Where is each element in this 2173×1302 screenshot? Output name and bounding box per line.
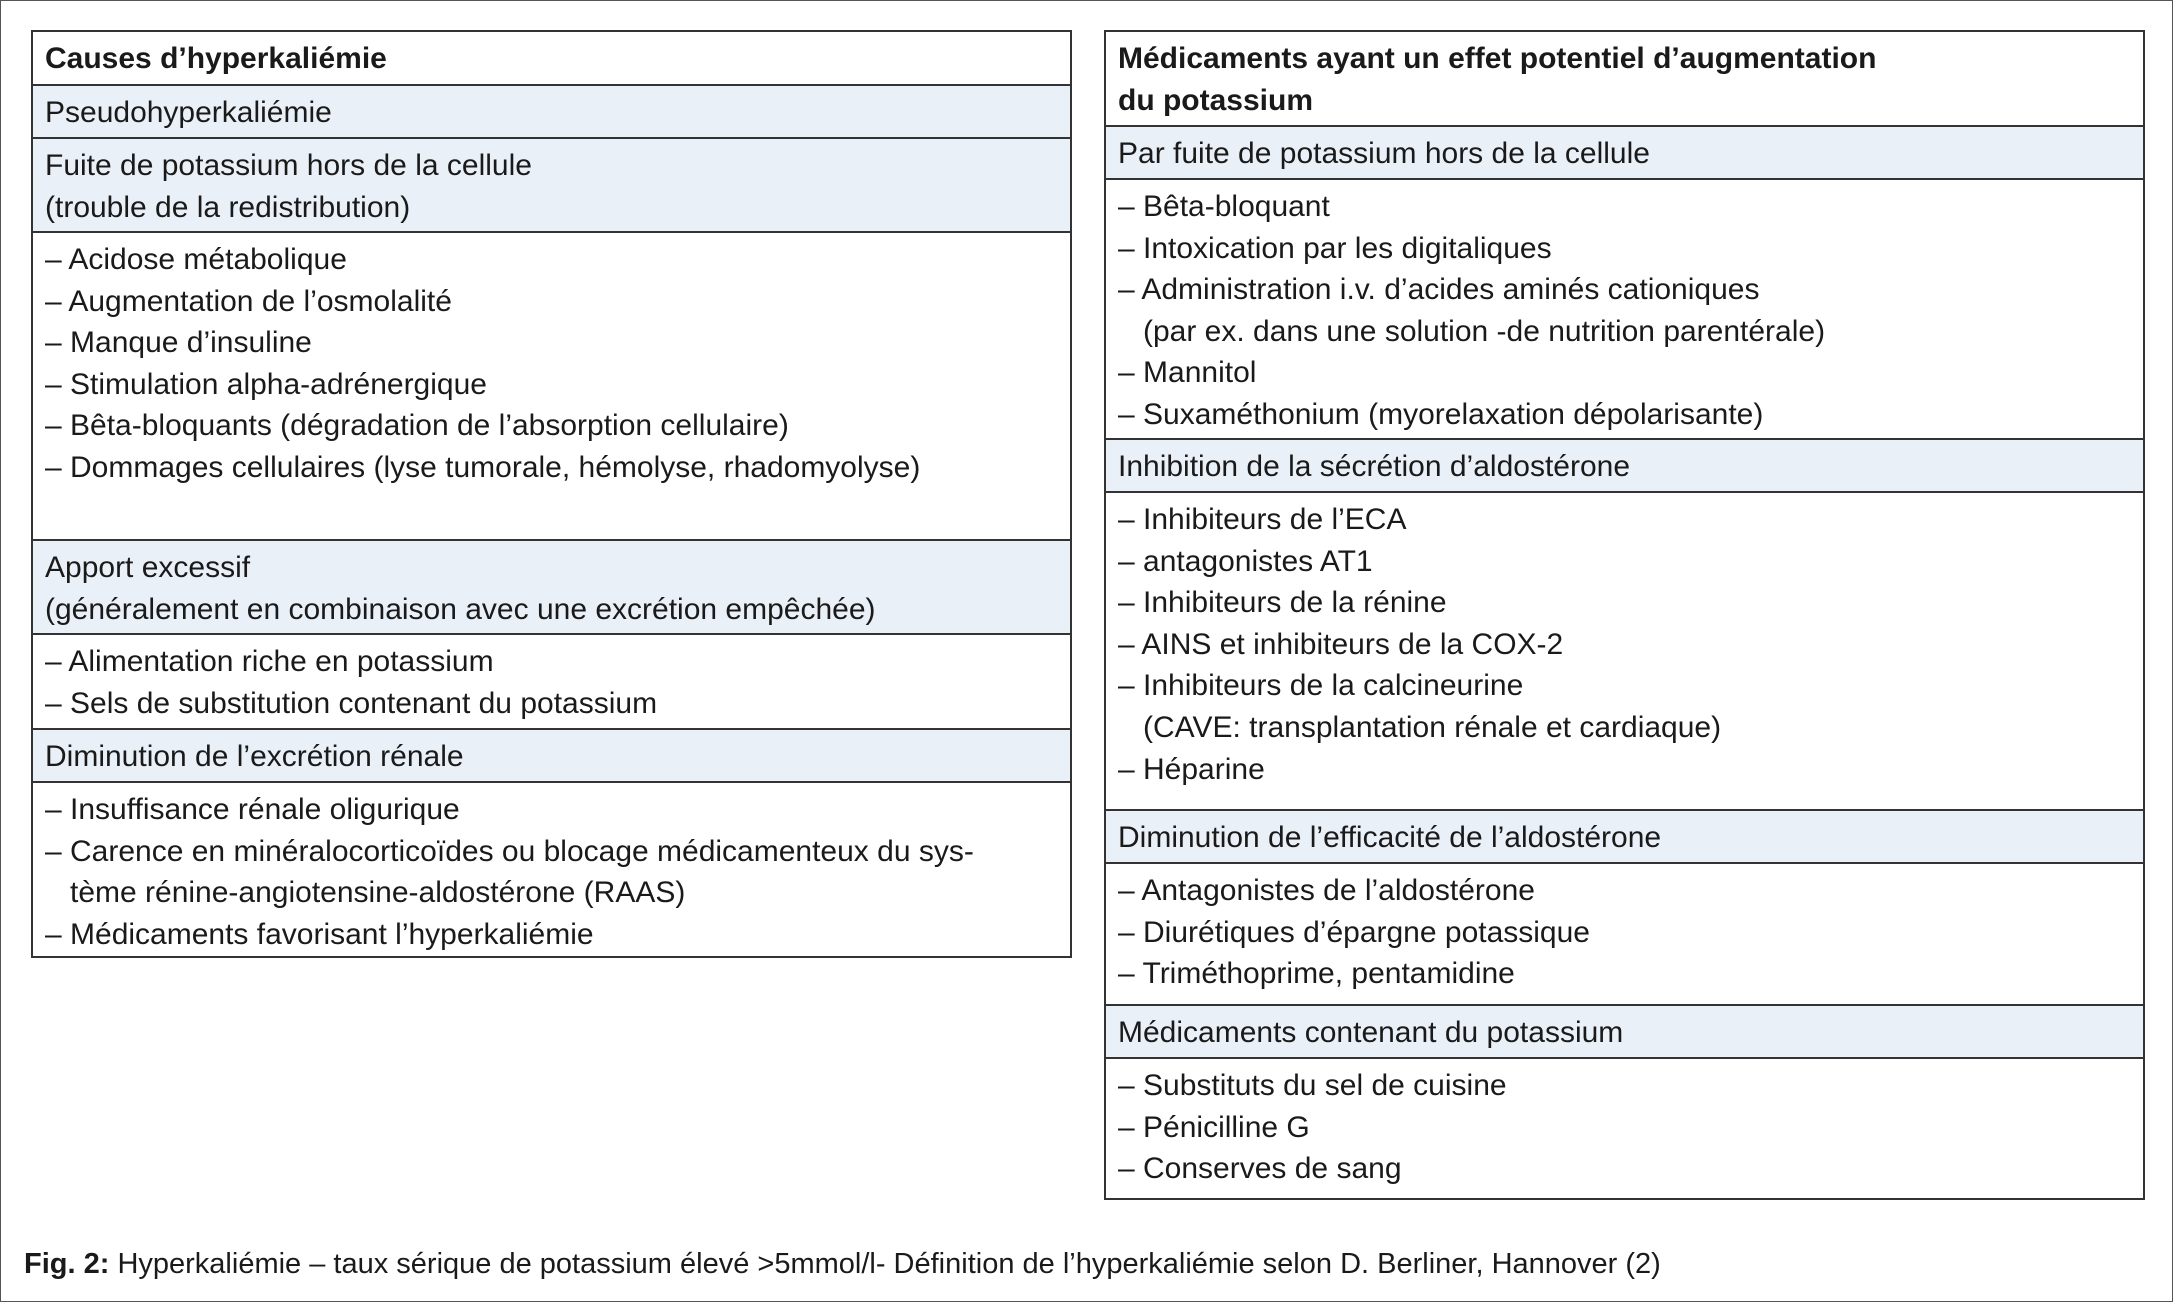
section-title-line: (trouble de la redistribution) <box>45 190 411 224</box>
list-item: – Suxaméthonium (myorelaxation dépolarisante) <box>1118 397 1764 431</box>
list-item: – Augmentation de l’osmolalité <box>45 284 452 318</box>
section-title-intake <box>33 541 1070 635</box>
list-item: – Pénicilline G <box>1118 1110 1310 1144</box>
section-title-line: Diminution de l’excrétion rénale <box>45 740 464 773</box>
section-title-potassium-drugs <box>1106 1006 2143 1059</box>
causes-header <box>33 32 1070 86</box>
list-item: – Bêta-bloquants (dégradation de l’absorption cellulaire) <box>45 409 789 443</box>
section-title-line: Par fuite de potassium hors de la cellule <box>1118 137 1650 170</box>
list-item: – Héparine <box>1118 752 1265 786</box>
medications-header <box>1106 32 2143 127</box>
list-item: – Intoxication par les digitaliques <box>1118 231 1552 265</box>
list-item: – AINS et inhibiteurs de la COX-2 <box>1118 627 1564 661</box>
list-item: – Triméthoprime, pentamidine <box>1118 957 1515 991</box>
section-items-leak <box>1106 180 2143 440</box>
section-title-pseudo <box>33 86 1070 139</box>
causes-header-text: Causes d’hyperkaliémie <box>45 42 387 75</box>
section-title-line: Apport excessif <box>45 551 251 584</box>
section-title-aldosterone-efficacy <box>1106 811 2143 864</box>
list-item: – Inhibiteurs de la calcineurine <box>1118 669 1524 703</box>
list-item: – Manque d’insuline <box>45 326 312 360</box>
list-item-continuation: (CAVE: transplantation rénale et cardiaque) <box>1143 710 1722 744</box>
list-item: – Inhibiteurs de l’ECA <box>1118 503 1407 536</box>
list-item-continuation: tème rénine-angiotensine-aldostérone (RAAS) <box>70 876 686 910</box>
section-title-line: Inhibition de la sécrétion d’aldostérone <box>1118 450 1631 483</box>
list-item: – Diurétiques d’épargne potassique <box>1118 915 1590 949</box>
list-item: – Mannitol <box>1118 356 1257 390</box>
list-item: – Inhibiteurs de la rénine <box>1118 586 1447 620</box>
list-item: – antagonistes AT1 <box>1118 544 1373 578</box>
list-item: – Administration i.v. d’acides aminés cationiques <box>1118 273 1760 307</box>
list-item: – Sels de substitution contenant du potassium <box>45 686 658 720</box>
section-title-line: Fuite de potassium hors de la cellule <box>45 149 532 182</box>
list-item: – Conserves de sang <box>1118 1152 1402 1186</box>
section-title-redistribution <box>33 139 1070 233</box>
figure-label: Fig. 2: <box>24 1248 110 1280</box>
causes-table <box>31 30 1072 958</box>
section-title-line: Médicaments contenant du potassium <box>1118 1016 1624 1049</box>
list-item: – Acidose métabolique <box>45 243 347 276</box>
section-title-aldosterone-secretion <box>1106 440 2143 493</box>
section-items-aldosterone-efficacy <box>1106 864 2143 1006</box>
list-item-continuation: (par ex. dans une solution -de nutrition parentérale) <box>1143 314 1826 348</box>
list-item: – Substituts du sel de cuisine <box>1118 1069 1507 1102</box>
list-item: – Dommages cellulaires (lyse tumorale, hémolyse, rhadomyolyse) <box>45 450 921 484</box>
list-item: – Insuffisance rénale oligurique <box>45 793 460 826</box>
section-items-intake <box>33 635 1070 730</box>
section-items-aldosterone-secretion <box>1106 493 2143 811</box>
medications-header-line: Médicaments ayant un effet potentiel d’augmentation <box>1118 42 1877 75</box>
section-items-renal <box>33 783 1070 956</box>
list-item: – Bêta-bloquant <box>1118 190 1330 223</box>
list-item: – Stimulation alpha-adrénergique <box>45 367 487 401</box>
figure-caption-text: Hyperkaliémie – taux sérique de potassium élevé >5mmol/l- Définition de l’hyperkaliémie selon D. Berliner, Hannover (2) <box>109 1248 1661 1280</box>
list-item: – Alimentation riche en potassium <box>45 645 494 678</box>
medications-header-line: du potassium <box>1118 83 1314 117</box>
list-item: – Antagonistes de l’aldostérone <box>1118 874 1535 907</box>
section-title-renal <box>33 730 1070 783</box>
section-title-line: (généralement en combinaison avec une excrétion empêchée) <box>45 592 876 626</box>
section-title-line: Pseudohyperkaliémie <box>45 96 332 129</box>
section-items-potassium-drugs <box>1106 1059 2143 1198</box>
figure-caption <box>24 1248 1661 1281</box>
list-item: – Carence en minéralocorticoïdes ou blocage médicamenteux du sys- <box>45 834 974 868</box>
section-items-redistribution <box>33 233 1070 541</box>
medications-table <box>1104 30 2145 1200</box>
section-title-line: Diminution de l’efficacité de l’aldostérone <box>1118 821 1662 854</box>
section-title-leak <box>1106 127 2143 180</box>
list-item: – Médicaments favorisant l’hyperkaliémie <box>45 917 594 951</box>
